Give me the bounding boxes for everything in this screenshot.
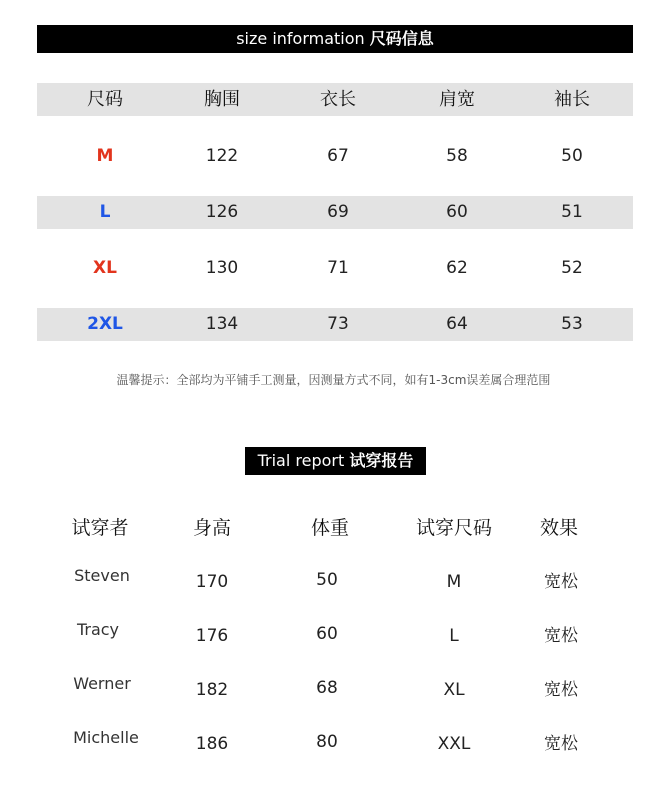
height-value: 176 xyxy=(195,626,229,646)
size-table-header xyxy=(37,83,633,116)
size-table xyxy=(37,83,633,341)
size-label: XL xyxy=(93,258,117,278)
height-value: 182 xyxy=(195,680,229,700)
length-value: 71 xyxy=(327,258,349,278)
size-label: M xyxy=(96,146,114,166)
trial-size-value: M xyxy=(446,572,462,592)
header-effect: 效果 xyxy=(539,517,578,539)
size-row-l xyxy=(37,196,633,229)
weight-value: 60 xyxy=(316,624,338,644)
tester-name: Michelle xyxy=(73,728,139,747)
size-row-xl xyxy=(37,252,633,285)
spacer xyxy=(37,116,633,140)
size-row-m xyxy=(37,140,633,173)
header-tester: 试穿者 xyxy=(71,517,129,539)
height-value: 186 xyxy=(195,734,229,754)
trial-report-banner xyxy=(245,447,426,475)
trial-size-value: XL xyxy=(443,680,465,700)
tester-name: Tracy xyxy=(76,620,120,639)
trial-row xyxy=(0,618,667,672)
height-value: 170 xyxy=(195,572,229,592)
trial-table-header xyxy=(0,510,667,564)
size-label: L xyxy=(99,202,111,222)
chest-value: 134 xyxy=(205,314,239,334)
chest-value: 122 xyxy=(205,146,239,166)
trial-row xyxy=(0,672,667,726)
header-weight: 体重 xyxy=(310,517,349,539)
trial-report-title-en: Trial report xyxy=(257,451,345,470)
trial-row xyxy=(0,726,667,780)
trial-table xyxy=(0,510,667,780)
header-chest: 胸围 xyxy=(204,89,240,110)
length-value: 69 xyxy=(327,202,349,222)
chest-value: 126 xyxy=(205,202,239,222)
weight-value: 80 xyxy=(316,732,338,752)
size-label: 2XL xyxy=(87,314,123,334)
weight-value: 68 xyxy=(316,678,338,698)
length-value: 67 xyxy=(327,146,349,166)
trial-size-value: L xyxy=(449,626,459,646)
sleeve-value: 52 xyxy=(561,258,583,278)
header-size: 尺码 xyxy=(87,89,123,110)
effect-value: 宽松 xyxy=(544,626,578,646)
size-info-banner xyxy=(37,25,633,53)
size-row-2xl xyxy=(37,308,633,341)
size-info-title-cn: 尺码信息 xyxy=(369,29,434,48)
tester-name: Steven xyxy=(74,566,130,585)
header-sleeve: 袖长 xyxy=(554,89,590,110)
effect-value: 宽松 xyxy=(544,680,578,700)
sleeve-value: 50 xyxy=(561,146,583,166)
header-height: 身高 xyxy=(192,517,231,539)
shoulder-value: 58 xyxy=(446,146,468,166)
header-trial-size: 试穿尺码 xyxy=(415,517,492,539)
shoulder-value: 64 xyxy=(446,314,468,334)
effect-value: 宽松 xyxy=(544,734,578,754)
trial-report-title-cn: 试穿报告 xyxy=(349,451,414,470)
shoulder-value: 60 xyxy=(446,202,468,222)
length-value: 73 xyxy=(327,314,349,334)
header-length: 衣长 xyxy=(320,89,356,110)
chest-value: 130 xyxy=(205,258,239,278)
sleeve-value: 53 xyxy=(561,314,583,334)
trial-row xyxy=(0,564,667,618)
effect-value: 宽松 xyxy=(544,572,578,592)
size-info-title-en: size information xyxy=(236,29,365,48)
measurement-note: 温馨提示：全部均为平铺手工测量，因测量方式不同，如有1-3cm误差属合理范围 xyxy=(116,373,551,387)
spacer xyxy=(37,285,633,308)
shoulder-value: 62 xyxy=(446,258,468,278)
weight-value: 50 xyxy=(316,570,338,590)
spacer xyxy=(37,173,633,196)
trial-size-value: XXL xyxy=(437,734,471,754)
sleeve-value: 51 xyxy=(561,202,583,222)
header-shoulder: 肩宽 xyxy=(439,89,475,110)
spacer xyxy=(37,229,633,252)
tester-name: Werner xyxy=(73,674,131,693)
